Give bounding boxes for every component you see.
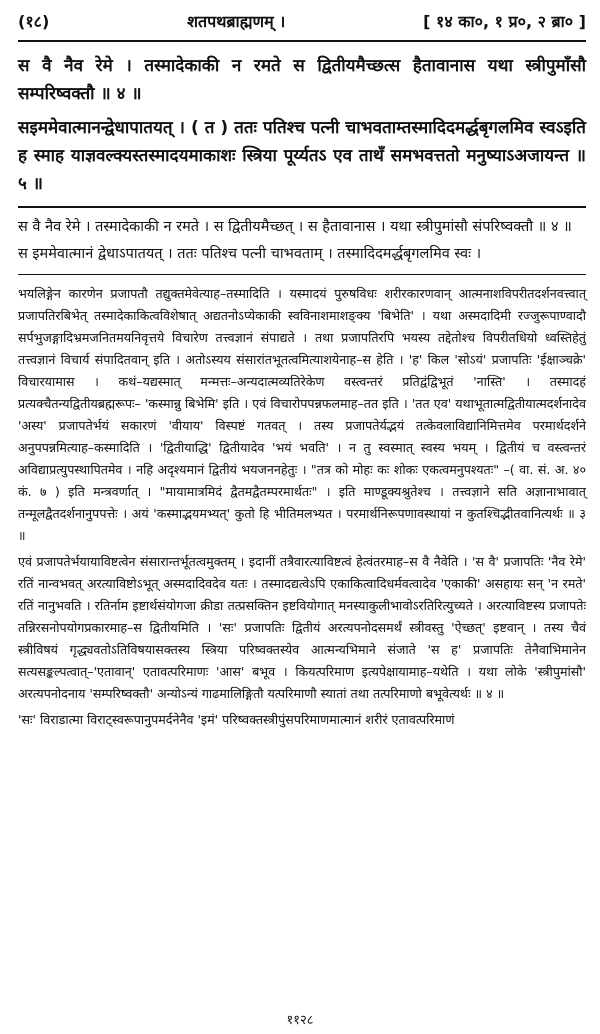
mantra-5: सइममेवात्मानन्द्वेधापातयत् । ( त ) ततः पतिश्च पत्नी चाभवताम्तस्मादिदमर्द्धबृगलमिव स्वऽइति ह स्माह याज्ञवल्क्यस्तस्मादयमाकाशः स्त्रिया पूर्य्यतऽ एव ताथँ समभवत्ततो मनुष्याऽअजायन्त ॥ ५ ॥ (18, 118, 586, 194)
page-footer (0, 1010, 600, 1028)
padapatha-section (18, 216, 586, 266)
mantra-rule (18, 206, 586, 208)
page-header (18, 10, 586, 34)
page-number-footer: ११२८ (286, 1013, 314, 1028)
mantra-4: स वै नैव रेमे । तस्मादेकाकी न रमते स द्वितीयमैच्छत्स हैतावानास यथा स्त्रीपुमाँसौ सम्परिष्वक्तौ ॥ ४ ॥ (18, 56, 586, 104)
mantra-section (18, 52, 586, 198)
running-title: शतपथब्राह्मणम् । (187, 12, 286, 31)
page-number-header: (१८) (18, 12, 50, 31)
padapatha-5: स इममेवात्मानं द्वेधाऽपातयत् । ततः पतिश्च पत्नी चाभवताम् । तस्मादिदमर्द्धबृगलमिव स्वः । (18, 246, 482, 262)
commentary-paragraph-3: भयलिङ्गेन कारणेन प्रजापतौ तद्युक्तमेवेत्याह–तस्मादिति । यस्मादयं पुरुषविधः शरीरकारणवान् आत्मनाशविपरीतदर्शनवत्त्वात् प्रजापतिरबिभेत् तस्मादेकाकित्वविशेषात् अद्यतनोऽप्येकाकी स्वविनाशमाशङ्क्य 'बिभेति' । यथा अस्मदादिमी रज्जुरूपाण्वादौ सर्पभुजङ्गादिभ्रमजनितमयनिवृत्तये विचारेण तत्त्वज्ञानं संपाद्यते । तथा प्रजापतिरपि भयस्य तद्देतोश्च विपरीतधियो ध्वस्तिहेतुं तत्त्वज्ञानं विचार्य संपादितवान् इति । अतोऽस्यय संसारांतभूतत्वमित्याशयेनाह–स हेति । 'ह' किल 'सोऽयं' प्रजापतिः 'ईक्षाञ्चक्रे' विचारयामास । कथं–यद्यस्मात् मन्मत्तः–अन्यदात्मव्यतिरेकेण वस्त्वन्तरं प्रतिद्वंद्विभूतं 'नास्ति' । तस्मादहं प्रत्यक्चैतन्यद्वितीयब्रह्मरूपः– 'कस्मान्नु बिभेमि' इति । एवं विचारोपपन्नफलमाह–तत इति । 'तत एव' यथाभूतात्मद्वितीयात्मदर्शनादेव 'अस्य' प्रजापतेर्भयं सकारणं 'वीयाय' विस्पष्टं गतवत् । तस्य प्रजापतेर्यद्भयं तत्केवलाविद्यानिमित्तमेव परमार्थदर्शने अनुपपन्नमित्याह–कस्मादिति । 'द्वितीयाद्धि' द्वितीयादेव 'भयं भवति' । न तु स्वस्मात् स्वस्य भयम् । द्वितीयं च वस्त्वन्तरं अविद्याप्रत्युपस्थापितमेव । नहि अदृश्यमानं द्वितीयं भयजननहेतुः । "तत्र को मोहः कः शोकः एकत्वमनुपश्यतः" –( वा. सं. अ. ४० कं. ७ ) इति मन्त्रवर्णात् । "मायामात्रमिदं द्वैतमद्वैतम्परमार्थतः" । इति माण्डूक्यश्रुतेश्च । तत्त्वज्ञाने सति अज्ञानाभावात् तन्मूलद्वैतदर्शनानुपपत्तेः । अयं 'कस्माद्भयमभ्यत्' कुतो हि भीतिमलभ्यत । परमार्थनिरूपणावस्थायां न कुतश्चिद्भीतवानित्यर्थः ॥ ३ ॥ (18, 286, 586, 543)
padapatha-4: स वै नैव रेमे । तस्मादेकाकी न रमते । स द्वितीयमैच्छत् । स हैतावानास । यथा स्त्रीपुमांसौ संपरिष्वक्तौ ॥ ४ ॥ (18, 219, 572, 235)
commentary-paragraph-4: एवं प्रजापतेर्भयायाविष्टत्वेन संसारान्तर्भूतत्वमुक्तम् । इदानीं तत्रैवारत्याविष्टत्वं हेत्वंतरमाह–स वै नैवेति । 'स वै' प्रजापतिः 'नैव रेमे' रतिं नान्वभवत् अरत्याविष्टोऽभूत् अस्मदादिवदेव यतः । तस्मादद्यत्वेऽपि एकाकित्वादिधर्मवत्वादेव 'एकाकी' असहायः सन् 'न रमते' रतिं नानुभवति । रतिर्नाम इष्टार्थसंयोगजा क्रीडा तत्प्रसक्तिन इष्टवियोगात् मनस्याकुलीभावोऽरतिरित्युच्यते । अरत्याविष्टस्य प्रजापतेः तन्निरसनोपयोगप्रकारमाह–स द्वितीयमिति । 'सः' प्रजापतिः द्वितीयं अरत्यपनोदसमर्थं स्त्रीवस्तु 'ऐच्छत्' इष्टवान् । तस्य चैवं स्त्रीविषयं गृद्ध्यवतोऽतिविषयासक्तस्य स्त्रिया परिष्वक्तस्येव आत्मन्यभिमाने संजाते 'स ह' प्रजापतिः तेनैवाभिमानेन सत्यसङ्कल्पत्वात्–'एतावान्' एतावत्परिमाणः 'आस' बभूव । कियत्परिमाण इत्यपेक्षायामाह–यथेति । यथा लोके 'स्त्रीपुमांसौ' अरत्यपनोदनाय 'सम्परिष्वक्तौ' अन्योऽन्यं गाढमालिङ्गितौ यत्परिमाणौ स्यातां तथा तत्परिमाणो बभूवेत्यर्थः ॥ ४ ॥ (18, 554, 586, 701)
padapatha-rule (18, 274, 586, 275)
section-reference: [ १४ का०, १ प्र०, २ ब्रा० ] (423, 12, 586, 31)
commentary-paragraph-5: 'सः' विराडात्मा विराट्स्वरूपानुपमर्दनेनैव 'इमं' परिष्वक्तस्त्रीपुंसपरिमाणमात्मानं शरीरं एतावत्परिमाणं (18, 712, 455, 727)
header-rule (18, 40, 586, 42)
commentary-section (18, 283, 586, 731)
